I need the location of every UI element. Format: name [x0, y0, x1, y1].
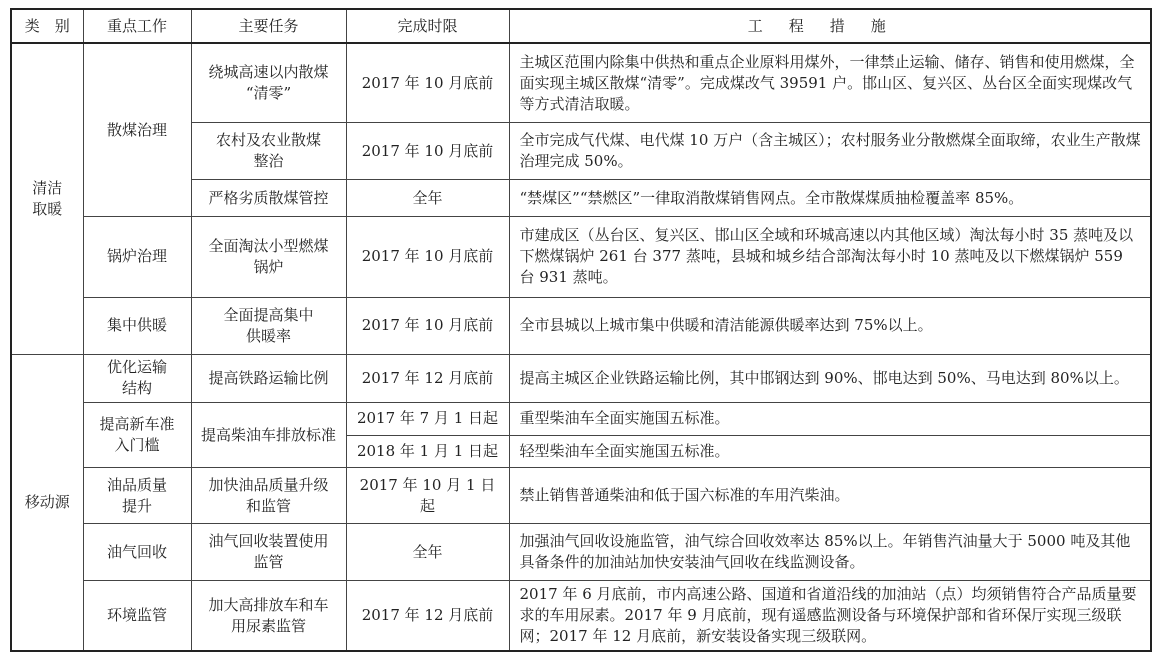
- category-cell-mobile-source: 移动源: [11, 354, 83, 651]
- task-cell: 全面提高集中 供暖率: [191, 297, 346, 354]
- table-row: [11, 297, 1151, 354]
- deadline-cell: 2017 年 10 月底前: [346, 43, 509, 123]
- deadline-cell: 2017 年 12 月底前: [346, 581, 509, 651]
- category-cell-clean-heating: 清洁 取暖: [11, 43, 83, 354]
- header-deadline: 完成时限: [346, 9, 509, 43]
- key-work-cell: 油气回收: [83, 524, 191, 581]
- task-cell: 全面淘汰小型燃煤 锅炉: [191, 217, 346, 298]
- table-row: [11, 468, 1151, 524]
- measure-cell: 2017 年 6 月底前，市内高速公路、国道和省道沿线的加油站（点）均须销售符合产品质量要求的车用尿素。2017 年 9 月底前，现有遥感监测设备与环境保护部和省环保厅实现三级联网；2017 年 12 月底前，新安装设备实现三级联网。: [509, 581, 1151, 651]
- header-measures: 工程措施: [509, 9, 1151, 43]
- task-cell: 农村及农业散煤 整治: [191, 123, 346, 180]
- task-cell: 提高柴油车排放标准: [191, 402, 346, 467]
- measure-cell: 加强油气回收设施监管，油气综合回收效率达 85%以上。年销售汽油量大于 5000 吨及其他具备条件的加油站加快安装油气回收在线监测设备。: [509, 524, 1151, 581]
- task-cell: 油气回收装置使用 监管: [191, 524, 346, 581]
- deadline-cell: 2017 年 10 月 1 日起: [346, 468, 509, 524]
- table-row: [11, 581, 1151, 651]
- measures-table: [10, 8, 1152, 652]
- deadline-cell: 2017 年 7 月 1 日起: [346, 402, 509, 435]
- header-category: 类 别: [11, 9, 83, 43]
- table-row: [11, 217, 1151, 298]
- key-work-cell: 环境监管: [83, 581, 191, 651]
- table-row: [11, 43, 1151, 123]
- key-work-cell: 集中供暖: [83, 297, 191, 354]
- task-cell: 提高铁路运输比例: [191, 354, 346, 402]
- header-key-work: 重点工作: [83, 9, 191, 43]
- table-row: [11, 524, 1151, 581]
- table-row: [11, 402, 1151, 435]
- key-work-cell: 优化运输 结构: [83, 354, 191, 402]
- task-cell: 严格劣质散煤管控: [191, 180, 346, 217]
- header-main-task: 主要任务: [191, 9, 346, 43]
- measure-cell: 主城区范围内除集中供热和重点企业原料用煤外，一律禁止运输、储存、销售和使用燃煤，全面实现主城区散煤“清零”。完成煤改气 39591 户。邯山区、复兴区、丛台区全面实现煤改气等方式清洁取暖。: [509, 43, 1151, 123]
- task-cell: 加大高排放车和车 用尿素监管: [191, 581, 346, 651]
- deadline-cell: 2017 年 12 月底前: [346, 354, 509, 402]
- table-row: [11, 354, 1151, 402]
- measure-cell: “禁煤区”“禁燃区”一律取消散煤销售网点。全市散煤煤质抽检覆盖率 85%。: [509, 180, 1151, 217]
- deadline-cell: 全年: [346, 180, 509, 217]
- header-row: [11, 9, 1151, 43]
- key-work-cell: 锅炉治理: [83, 217, 191, 298]
- measure-cell: 轻型柴油车全面实施国五标准。: [509, 435, 1151, 468]
- task-cell: 加快油品质量升级 和监管: [191, 468, 346, 524]
- deadline-cell: 2018 年 1 月 1 日起: [346, 435, 509, 468]
- key-work-cell: 散煤治理: [83, 43, 191, 217]
- measure-cell: 重型柴油车全面实施国五标准。: [509, 402, 1151, 435]
- key-work-cell: 提高新车准 入门槛: [83, 402, 191, 467]
- deadline-cell: 2017 年 10 月底前: [346, 297, 509, 354]
- task-cell: 绕城高速以内散煤 “清零”: [191, 43, 346, 123]
- measure-cell: 提高主城区企业铁路运输比例，其中邯钢达到 90%、邯电达到 50%、马电达到 80%以上。: [509, 354, 1151, 402]
- deadline-cell: 2017 年 10 月底前: [346, 123, 509, 180]
- deadline-cell: 全年: [346, 524, 509, 581]
- measure-cell: 全市县城以上城市集中供暖和清洁能源供暖率达到 75%以上。: [509, 297, 1151, 354]
- measure-cell: 全市完成气代煤、电代煤 10 万户（含主城区）；农村服务业分散燃煤全面取缔，农业生产散煤治理完成 50%。: [509, 123, 1151, 180]
- measure-cell: 禁止销售普通柴油和低于国六标准的车用汽柴油。: [509, 468, 1151, 524]
- key-work-cell: 油品质量 提升: [83, 468, 191, 524]
- deadline-cell: 2017 年 10 月底前: [346, 217, 509, 298]
- measure-cell: 市建成区（丛台区、复兴区、邯山区全域和环城高速以内其他区域）淘汰每小时 35 蒸吨及以下燃煤锅炉 261 台 377 蒸吨，县城和城乡结合部淘汰每小时 10 蒸吨及以下燃煤锅炉 559 台 931 蒸吨。: [509, 217, 1151, 298]
